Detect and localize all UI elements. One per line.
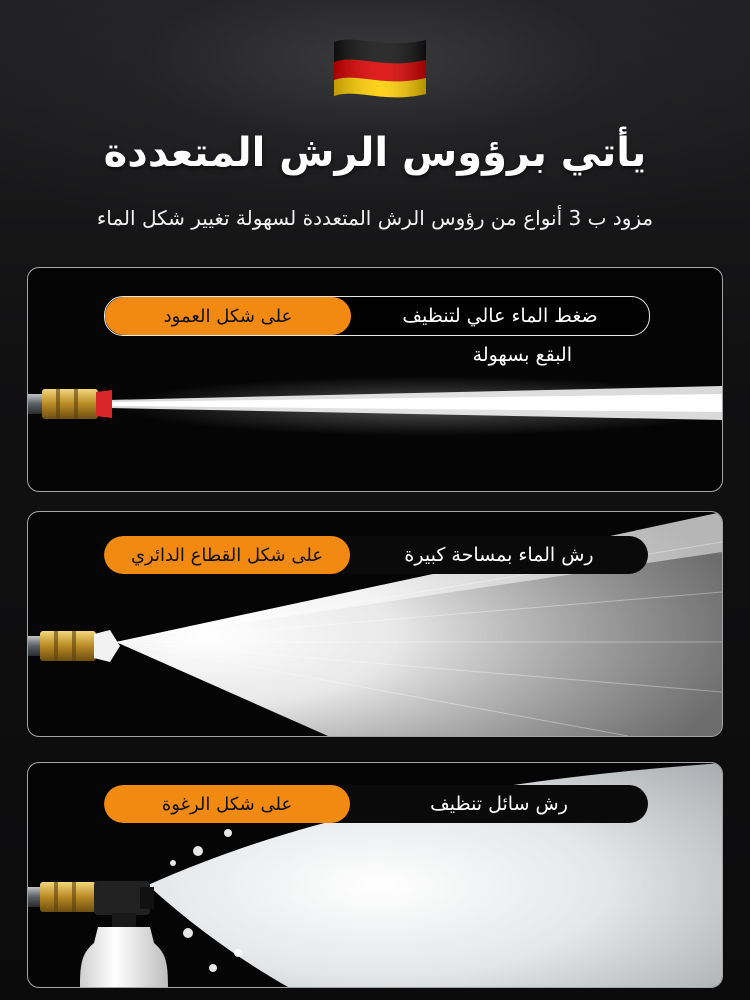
label-fan: رش الماء بمساحة كبيرة [404,544,594,566]
panel-foam-spray [27,762,723,988]
feature-pill-fan [104,536,648,574]
feature-pill-jet [104,296,650,336]
brass-connector-icon [40,882,96,912]
label-jet: ضغط الماء عالي لتنظيف [402,305,598,327]
page-subtitle: مزود ب 3 أنواع من رؤوس الرش المتعددة لسهولة تغيير شكل الماء [96,206,654,230]
page-title: يأتي برؤوس الرش المتعددة [103,130,647,176]
white-nozzle-icon [94,630,120,662]
tag-jet: على شكل العمود [105,297,351,335]
brass-connector-icon [42,389,98,419]
label-foam: رش سائل تنظيف [430,793,568,815]
tag-fan: على شكل القطاع الدائري [104,536,350,574]
label-jet-extra: البقع بسهولة [472,344,572,366]
tag-foam: على شكل الرغوة [104,785,350,823]
header [0,0,750,260]
foam-bottle-icon [80,927,168,987]
brass-connector-icon [40,631,96,661]
panel-jet-spray [27,267,723,492]
red-nozzle-icon [96,390,112,418]
germany-flag-icon [330,34,430,100]
feature-pill-foam [104,785,648,823]
panel-fan-spray [27,511,723,737]
